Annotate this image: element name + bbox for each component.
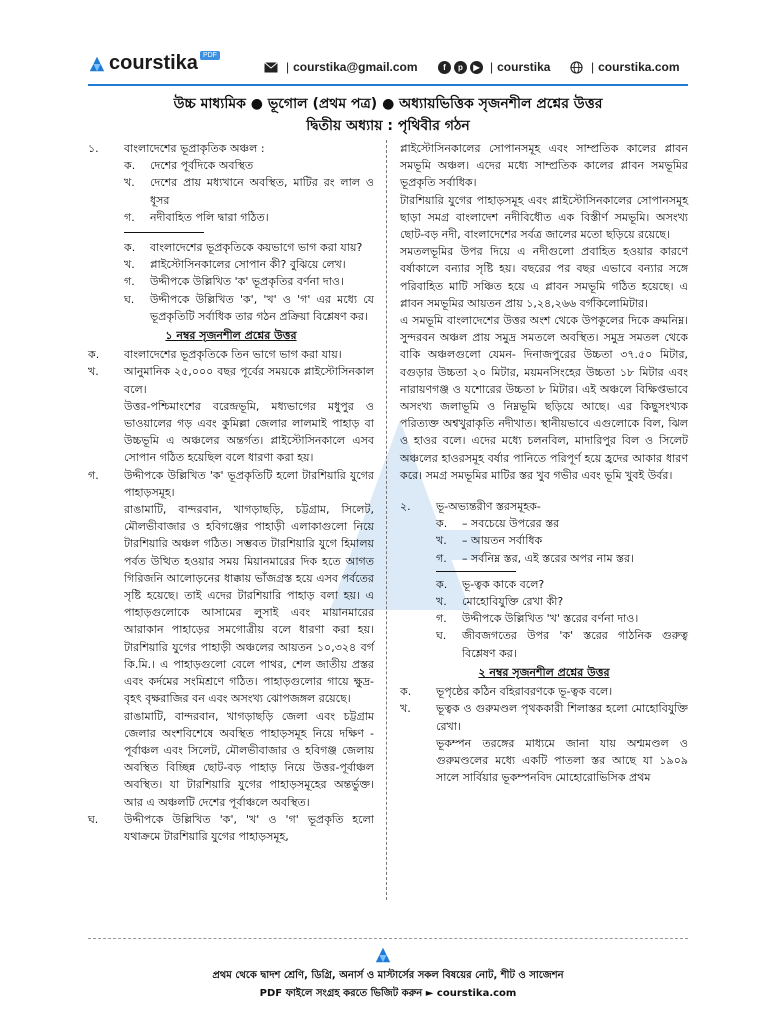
answer-ka: ক. বাংলাদেশের ভূপ্রকৃতিকে তিন ভাগে ভাগ করা যায়।	[88, 348, 342, 362]
email-icon	[264, 62, 278, 73]
page-header	[88, 52, 688, 86]
question-2-stem: ২. ভূ-অভ্যন্তরীণ স্তরসমূহক-	[400, 500, 541, 514]
website-text[interactable]: courstika.com	[598, 60, 680, 74]
social-handle[interactable]: courstika	[497, 60, 551, 74]
brand-logo	[88, 52, 220, 75]
q1-item: খ. দেশের প্রায় মধ্যখানে অবস্থিত, মাটির রং লাল ও ধূসর	[124, 176, 374, 207]
answer-gha: ঘ. উদ্দীপকে উল্লিখিত 'ক', 'খ' ও 'গ' ভূপ্রকৃতি হলো যথাক্রমে টারশিয়ারি যুগের পাহাড়সমূহ,	[88, 812, 374, 843]
q2-item: ক. – সবচেয়ে উপরের স্তর	[436, 517, 560, 531]
q2-item: গ. – সর্বনিম্ন স্তর, এই স্তরের অপর নাম স্তর।	[436, 551, 634, 565]
q2-question: ঘ. জীবজগতের উপর 'ক' স্তরের গাঠনিক গুরুত্ব বিশ্লেষণ কর।	[436, 629, 688, 660]
footer-rule	[88, 938, 688, 939]
q2-item: খ. – আয়তন সর্বাধিক	[436, 534, 543, 548]
page-title: উচ্চ মাধ্যমিক ● ভূগোল (প্রথম পত্র) ● অধ্যায়ভিত্তিক সৃজনশীল প্রশ্নের উত্তর	[173, 96, 603, 112]
answer-2-heading: ২ নম্বর সৃজনশীল প্রশ্নের উত্তর	[478, 665, 610, 679]
q2-question: খ. মোহোবিযুক্তি রেখা কী?	[436, 595, 564, 609]
right-column	[400, 140, 688, 786]
q2-question: গ. উদ্দীপকে উল্লিখিত 'খ' স্তরের বর্ণনা দাও।	[436, 612, 639, 626]
continued-paragraph: টারশিয়ারি যুগের পাহাড়সমূহ এবং প্লাইস্টোসিনকালের সোপানসমূহ ছাড়া সমগ্র বাংলাদেশ নদীবিধৌত এক বিস্তীর্ণ সমভূমি। অসংখ্য ছোট-বড় নদী, বাংলাদেশের সর্বত্র জালের মতো ছড়িয়ে রয়েছে।	[400, 193, 688, 242]
social-contact[interactable]: f p ▶ | courstika	[438, 60, 550, 74]
question-1-stem: ১. বাংলাদেশের ভূপ্রাকৃতিক অঞ্চল :	[88, 142, 265, 155]
email-contact[interactable]: | courstika@gmail.com	[264, 60, 418, 74]
brand-name: courstika	[109, 52, 198, 74]
youtube-icon[interactable]: ▶	[470, 61, 483, 74]
q1-question: খ. প্লাইস্টোসিনকালের সোপান কী? বুঝিয়ে লেখ।	[124, 258, 346, 272]
q2-question: ক. ভূ-ত্বক কাকে বলে?	[436, 577, 545, 591]
continued-paragraph: সমতলভূমির উপর দিয়ে এ নদীগুলো প্রবাহিত হওয়ার কারণে বর্ষাকালে বন্যার সৃষ্টি হয়। বছরের পর বছর এভাবে বন্যার সঙ্গে পরিবাহিত মাটি সঞ্চিত হয়ে এ প্লাবন সমভূমি গঠিত হয়েছে। এ প্লাবন সমভূমির আয়তন প্রায় ১,২৪,২৬৬ বর্গকিলোমিটার।	[400, 245, 688, 310]
courstika-logo-icon	[88, 55, 106, 73]
facebook-icon[interactable]: f	[438, 61, 451, 74]
website-contact[interactable]: | courstika.com	[570, 60, 680, 74]
courstika-logo-icon	[374, 946, 392, 964]
q1-item: গ. নদীবাহিত পলি দ্বারা গঠিত।	[124, 210, 269, 224]
q1-question: গ. উদ্দীপকে উল্লিখিত 'ক' ভূপ্রকৃতির বর্ণনা দাও।	[124, 275, 344, 289]
answer-ga: গ. উদ্দীপকে উল্লিখিত 'ক' ভূপ্রকৃতিটি হলো টারশিয়ারি যুগের পাহাড়সমূহ। রাঙামাটি, বান্দরবান, খাগড়াছড়ি, চট্টগ্রাম, সিলেট, মৌলভীবাজার ও হবিগঞ্জের পাহাড়ী এলাকাগুলো নিয়ে টারশিয়ারি অঞ্চল গঠিত। সম্ভবত টারশিয়ারি যুগে হিমালয় পর্বত উত্থিত হওয়ার সময় মিয়ানমারের দিক হতে আগত গিরিজনি আলোড়নের ধাক্কায় ভাঁজগ্রস্ত হয়ে এসব পর্বতের সৃষ্টি হয়েছে। তাই এদের টারশিয়ারি পাহাড় বলা হয়। এ পাহাড়গুলোকে আসামের লুসাই এবং মায়ানমারের আরাকান পাহাড়ের সমগোত্রীয় বলে ধারণা করা হয়। টারশিয়ারি যুগের পাহাড়ী অঞ্চলের আয়তন ১০,৩২৪ বর্গ কি.মি.। এ পাহাড়গুলো বেলে পাথর, শেল জাতীয় প্রস্তর এবং কর্দমের সংমিশ্রণে গঠিত। পাহাড়গুলোর গায়ে ক্ষুদ্র-বৃহৎ বৃক্ষরাজির বন এবং অসংখ্য ঝোপজঙ্গল রয়েছে। রাঙামাটি, বান্দরবান, খাগড়াছড়ি জেলা এবং চট্টগ্রাম জেলার অংশবিশেষে অবস্থিত পাহাড়সমূহ নিয়ে দক্ষিণ - পূর্বাঞ্চল এবং সিলেট, মৌলভীবাজার ও হবিগঞ্জ জেলায় অবস্থিত বিচ্ছিন্ন ছোট-বড় পাহাড় নিয়ে উত্তর-পূর্বাঞ্চল অবস্থিত। যা টারশিয়ারি যুগের পাহাড়সমূহের অন্তর্ভুক্ত। আর এ অঞ্চলটি দেশের পূর্বাঞ্চলে অবস্থিত।	[88, 468, 374, 809]
email-text[interactable]: courstika@gmail.com	[293, 60, 418, 74]
header-rule	[88, 84, 688, 86]
continued-paragraph: এ সমভূমি বাংলাদেশের উত্তর অংশ থেকে উপকূলের দিকে ক্রমনিম্ন। সুন্দরবন অঞ্চল প্রায় সমুদ্র সমতলে অবস্থিত। সমুদ্র সমতল থেকে বাকি অঞ্চলগুলো যেমন- দিনাজপুরের উচ্চতা ৩৭.৫০ মিটার, বগুড়ার উচ্চতা ২০ মিটার, ময়মনসিংহের উচ্চতা ১৮ মিটার এবং নারায়ণগঞ্জ ও যশোরের উচ্চতা ৮ মিটার। এই অঞ্চলে বিক্ষিপ্তভাবে অসংখ্য জলাভূমি ও নিম্নভূমি ছড়িয়ে আছে। এর কিছুসংখ্যক পরিত্যক্ত অশ্বখুরাকৃতি নদীখাত। স্থানীয়ভাবে এগুলোকে বিল, ঝিল ও হাওর বলে। এদের মধ্যে চলনবিল, মাদারিপুর বিল ও সিলেট অঞ্চলের হাওরসমূহ বর্ষার পানিতে পরিপূর্ণ হয়ে হ্রদের আকার ধারণ করে। সমগ্র সমভূমির মাটির স্তর খুব গভীর এবং ভূমি খুবই উর্বর।	[400, 314, 688, 482]
answer-kha: খ. আনুমানিক ২৫,০০০ বছর পূর্বের সময়কে প্লাইস্টোসিনকাল বলে। উত্তর-পশ্চিমাংশের বরেন্দ্রভূমি, মধ্যভাগের মধুপুর ও ভাওয়ালের গড় এবং কুমিল্লা জেলার লালমাই পাহাড় বা উচ্চভূমি এ অঞ্চলের অন্তর্গত। প্লাইস্টোসিনকালে এসব সোপান গঠিত হয়েছিল বলে ধারণা করা হয়।	[88, 365, 374, 465]
separator-rule	[124, 232, 204, 233]
separator-rule	[436, 571, 516, 572]
footer-line-1: প্রথম থেকে দ্বাদশ শ্রেণি, ডিগ্রি, অনার্স ও মাস্টার্সের সকল বিষয়ের নোট, শীট ও সাজেশন	[212, 970, 564, 981]
answer-kha: খ. ভূত্বক ও গুরুমণ্ডল পৃথককারী শিলাস্তর হলো মোহোবিযুক্তি রেখা। ভূকম্পন তরঙ্গের মাধ্যমে জানা যায় অশ্মমণ্ডল ও গুরুমণ্ডলের মধ্যে একটি পাতলা স্তর আছে যা ১৯০৯ সালে সার্বিয়ার ভূকম্পনবিদ মোহোরোভিসিক প্রথম	[400, 702, 688, 785]
chapter-title: দ্বিতীয় অধ্যায় : পৃথিবীর গঠন	[306, 118, 470, 134]
column-divider	[386, 140, 387, 900]
answer-ka: ক. ভূপৃষ্ঠের কঠিন বহিরাবরণকে ভূ-ত্বক বলে।	[400, 685, 613, 699]
brand-badge: PDF	[200, 51, 220, 60]
q1-item: ক. দেশের পূর্বদিকে অবস্থিত	[124, 159, 254, 173]
globe-icon	[570, 61, 583, 74]
continued-paragraph: প্লাইস্টোসিনকালের সোপানসমূহ এবং সাম্প্রতিক কালের প্লাবন সমভূমি অঞ্চল। এদের মধ্যে সাম্প্রতিক কালের প্লাবন সমভূমির ভূপ্রকৃতি সর্বাধিক।	[400, 142, 688, 190]
pinterest-icon[interactable]: p	[454, 61, 467, 74]
left-column	[88, 140, 374, 845]
q1-question: ঘ. উদ্দীপকে উল্লিখিত 'ক', 'খ' ও 'গ' এর মধ্যে যে ভূপ্রকৃতিটি সর্বাধিক তার গঠন প্রক্রিয়া বিশ্লেষণ কর।	[124, 292, 374, 323]
footer-line-2[interactable]: PDF ফাইলে সংগ্রহ করতে ভিজিট করুন ► courstika.com	[259, 988, 517, 999]
answer-1-heading: ১ নম্বর সৃজনশীল প্রশ্নের উত্তর	[165, 329, 297, 343]
q1-question: ক. বাংলাদেশের ভূপ্রকৃতিকে কয়ভাগে ভাগ করা যায়?	[124, 241, 363, 255]
